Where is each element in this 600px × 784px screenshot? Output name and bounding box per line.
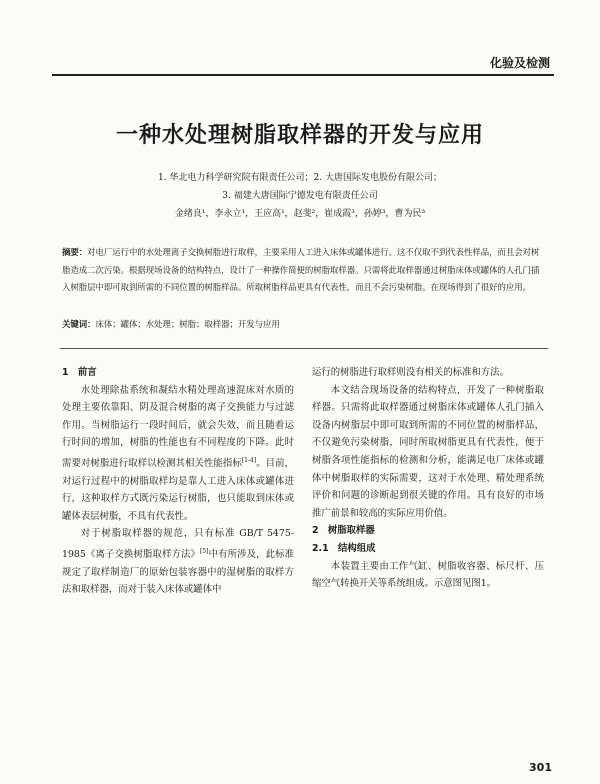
right-paragraph-1: 运行的树脂进行取样则没有相关的标准和方法。 [312,367,509,378]
abstract-divider [60,348,548,349]
page-title: 一种水处理树脂取样器的开发与应用 [115,123,484,148]
keywords-text: 床体；罐体；水处理；树脂；取样器；开发与应用 [95,319,280,329]
s1-p2-part-a: 对于树脂取样器的规范，只有标准 GB/T 5475-1985《离子交换树脂取样方法》 [62,528,294,561]
left-column [62,364,294,599]
right-paragraph-2: 本文结合现场设备的结构特点，开发了一种树脂取样器。只需将此取样器通过树脂床体或罐体人孔门插入设备内树脂层中即可取到所需的不同位置的树脂样品，不仅避免污染树脂，同时所取树脂更具有代表性，便于树脂各项性能指标的检测和分析，能满足电厂床体或罐体中树脂取样的实际需要，这对于水处理、精处理系统评价和问题的诊断起到很关键的作用。具有良好的市场推广前景和较高的实际应用价值。 [312,384,544,519]
affiliation-line-2: 3. 福建大唐国际宁德发电有限责任公司 [222,191,378,201]
affiliation-line-1: 1. 华北电力科学研究院有限责任公司；2. 大唐国际发电股份有限公司； [158,173,442,183]
section-1-paragraph-1 [62,382,294,526]
section-1-paragraph-2 [62,525,294,599]
citation-ref: [1-4] [241,456,257,464]
s1-p2-part-b: 中有所涉及，此标准规定了取样制造厂的原始包装容器中的湿树脂的取样方法和取样器，而对于装入床体或罐体中 [62,549,294,596]
author-list: 金绪良¹，李永立¹，王应高¹，赵斐²，崔成霞³，孙婷³，曹为民³ [174,209,426,219]
s1-p1-part-b: 。目前，对运行过程中的树脂取样均是靠人工进入床体或罐体进行，这种取样方式既污染运行树脂，也只能取到床体或罐体表层树脂，不具有代表性。 [62,458,294,522]
page-number: 301 [529,761,552,774]
keywords-label: 关键词： [62,319,96,329]
section-2-1-heading: 2.1 结构组成 [312,542,376,554]
right-column [312,364,544,593]
s1-p1-part-a: 水处理除盐系统和凝结水精处理高速混床对水质的处理主要依靠阳、阴及混合树脂的离子交换能力与过滤作用。当树脂运行一段时间后，就会失效，而且随着运行时间的增加，树脂的性能也有不同程度的下降。此时需要对树脂进行取样以检测其相关性能指标 [62,384,294,470]
header-rule [52,74,554,76]
abstract-text: 对电厂运行中的水处理离子交换树脂进行取样，主要采用人工进入床体或罐体进行。这不仅取不到代表性样品，而且会对树脂造成二次污染。根据现场设备的结构特点，设计了一种操作简便的树脂取样器。只需将此取样器通过树脂床体或罐体的人孔门插入树脂层中即可取到所需的不同位置的树脂样品。所取树脂样品更具有代表性，而且不会污染树脂。在现场得到了很好的应用。 [62,247,540,292]
section-1-heading: 1 前言 [62,367,97,378]
section-2-1-paragraph: 本装置主要由工作气缸、树脂收容器、标尺杆、压缩空气转换开关等系统组成。示意图见图1。 [312,560,544,590]
abstract-block [62,244,542,297]
citation-ref: [5] [199,548,209,556]
keywords-block [62,316,542,334]
section-2-heading: 2 树脂取样器 [312,525,375,537]
abstract-label: 摘要： [62,247,88,257]
section-tag: 化验及检测 [489,56,550,70]
